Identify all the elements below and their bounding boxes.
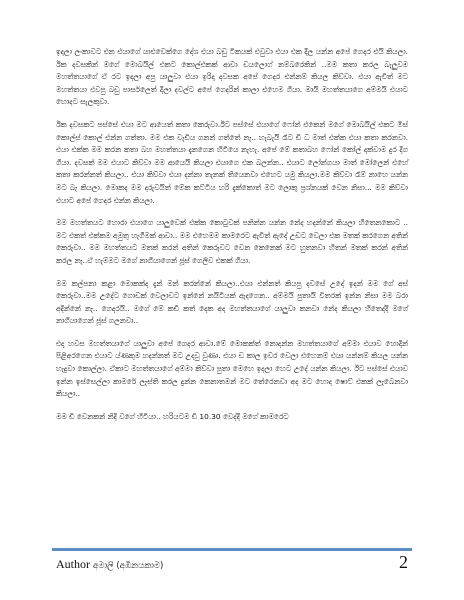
author-line xyxy=(56,557,163,573)
paragraph-3: මම මහත්තයට හොරා එයාගෙ යාලුවෙක් එක්ක කොටුවක් පනින්න යන්න නේද හදන්නේ කියලා හිතෙනකොට .. මට එකත් එක්කම අමුතු හැගීමක් ආවා.. මම එහෙමම කාමරෙට ඇවිත් ඇදේ උඩට වෙලා එක මතක් කරගෙන අතින් කෙරුවා.. මම මහත්තයට මතක් කරන් අතින් කෙරුවට වෙන කෙනෙක් මට හුතනවා හිතන් මතක් කරන් අතින් කරල නෑ..ඒ හැම්මට මගේ නාගියාගෙන් ජූස් ගෙලිව එකක් ගියා. xyxy=(56,218,408,265)
page-number: 2 xyxy=(399,552,408,572)
paragraph-5: එදා හවස මහත්තයාගේ යාලුවා අපේ ගෙදර ආවා.මේ මොකක්ත් නොදන්න මහත්තයාගේ අම්මා එයාව හොදින් පිළිඅරගෙන එයාට ය්ණකුම හදන්නත් මට උදවු වුණා. එයා ඩ කාල ඉවර වෙලා එහෙනම් එයා යන්නම් කියල යන්න හැදුවා කොල්ලා. ඒකාට මහත්තයාගේ අම්මා කිව්වා පුතා මෙහෙ ඉදලා හෙට උදේ යන්න කියලා. ඊට පස්සේ එයාව ඉන්න ඉස්සෙල්ලා කාමරේ ලෑස්ති කරල දුන්න කෙනාතමන් මට තේරෙනවා අද මට හොද ෂොට් එකක් ලැබෙනවා කියලා.. xyxy=(56,338,408,399)
footer-divider xyxy=(52,548,412,551)
paragraph-2: ඊක දවසකට පස්සේ එයා මට ආයෙත් කතා කෙරුවා.ඊට පස්සේ එයාගේ ෆෝන් එකෙන් මගේ මොබයිල් එකට මිස් කොල්ස් කොල් එන්න ගත්තා. මම එක වැඩිය ගනන් ගත්තේ නෑ.. හැබැයි රෑට ඩී ධ මාත් එක්ක එයා කතා කරනවා. එයා එක්ක මම කරන කතා බහ මහත්තයා දැනගෙන හිටියෙ නැහැ. අපේ මේ කතාබහ ෆෝන් කෝල් දක්වාම දුර දිග ගියා. දවසක් මම එයාට කිව්වා මම ආයෙයි කියලා එයාගෙ එක බලන්න.. එයාට ලෝන්ගයා මාත් මෝලෙන් එහේ කතා කරන්නත් කියලා.. එයා කිව්වා එයා දන්නා තැනක් තියෙනවා එහෙට යමු කියලා.මම කිව්වා රෑම් නාහෙ යන්න මට බෑ කියලා. මොකද මම දරුවයිත් මේක කට්ටිය හරි දැක්කොත් මට ලොකු ප්‍රශ්නයක් වෙන නිසා... මම කිව්වා එයාට අපේ ගෙදර එන්න කියලා. xyxy=(56,119,408,205)
body-text xyxy=(56,46,408,423)
paragraph-4: මම කල්පනා කළා මොකක්ද දැන් මන් කරන්නේ කියලා..එයා එන්නත් කියපු දවසේ උදේ ඉදන් මම ගේ අස් කෙරුවා..මම උදේට ගොඩක් වෙලාවට ඉන්නේ නයිටියක් ඇදගෙන.. අම්මයි පුතායි විතරක් ඉන්න නිසා මම බරා අදින්නේ නෑ.. ගෙදරයි.. මගේ මේ කඩි කත් දෙක අද මහත්තයාගේ යාලුවා කනවා නේද කියලා හිතෙද්දි මගේ නාගියාගෙන් ජූස් ගලනවා.. xyxy=(56,278,408,326)
author-prefix: Author xyxy=(56,557,90,571)
author-name: අමාලි (අඹිනයකාම) xyxy=(93,561,164,571)
page-footer xyxy=(56,554,408,576)
paragraph-1: ඉදලා ලංකාවට එන එයාගේ යාළුවෙක්ගෙ දේශ එයා බඩු ටිකයක් එවුවා එයා එක දීල යන්න අපේ ගෙදර එයි කියලා. ඊක දවසකින් මගේ මොබයිල් එකට කොල්එකක් ආවා ඩයලොග් නම්බරෙකින් ..මම කතා කරල බැලුවම මහත්තයාගේ ඒ රට ඉදලා අපු යාලුවා එයා ඉරිදා දවසක අපේ ගෙදර එන්නම් කියල කිව්වා. එයා ඇවිත් මට මහත්තයා එවපු බඩු පාර්සලෙත් දීලා දවල්ට අපේ ගෙදරින් කාලා එහෙම ගියා. මායි මහත්තයාගෙ අම්මයි එයාට හොදට සැලකුවා. xyxy=(56,47,408,107)
paragraph-6: මම ඩී වෙනකන් නිදි වගේ හිටියා.. හරියටම ඩී 10.30 වෙද්දි මගේ කාමරෙට xyxy=(56,411,289,421)
